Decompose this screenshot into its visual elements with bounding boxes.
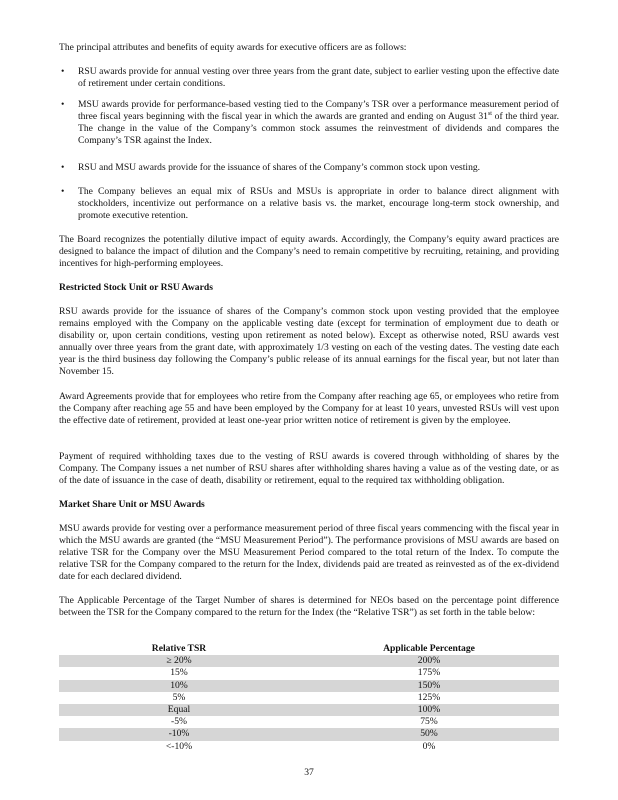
rsu-paragraph: Award Agreements provide that for employees who retire from the Company after reaching age 65, or employees who retire from the Company after reaching age 55 and have been employed by the Company for at least 10 years, unvested RSUs will vest upon the effective date of retirement, provided at least one-year prior written notice of retirement is given by the employee. [59, 391, 559, 427]
intro-paragraph: The principal attributes and benefits of equity awards for executive officers are as follows: [59, 42, 407, 53]
applicable-percentage-cell: 150% [299, 680, 559, 692]
table-row [59, 655, 559, 667]
bullet-item [59, 99, 559, 147]
bullet-icon: • [61, 162, 65, 173]
page-number: 37 [304, 767, 314, 778]
board-paragraph: The Board recognizes the potentially dilutive impact of equity awards. Accordingly, the Company’s equity award practices are designed to balance the impact of dilution and the Company’s need to remain competitive by recruiting, retaining, and providing incentives for high-performing employees. [59, 234, 559, 270]
bullet-item [59, 186, 559, 222]
bullet-icon: • [61, 186, 65, 197]
bullet-item [59, 162, 559, 174]
table-row [59, 667, 559, 679]
msu-paragraph: The Applicable Percentage of the Target Number of shares is determined for NEOs based on the percentage point difference between the TSR for the Company compared to the return for the Index (the “Relative TSR”) as set forth in the table below: [59, 595, 559, 619]
bullet-text: The Company believes an equal mix of RSUs and MSUs is appropriate in order to balance direct alignment with stockholders, incentivize out performance on a relative basis vs. the market, encourage long-term stock ownership, and promote executive retention. [78, 186, 559, 222]
bullet-icon: • [61, 99, 65, 110]
relative-tsr-cell: ≥ 20% [59, 655, 299, 667]
rsu-paragraph: Payment of required withholding taxes due to the vesting of RSU awards is covered through withholding of shares by the Company. The Company issues a net number of RSU shares after withholding shares having a value as of the vesting date, or as of the date of issuance in the case of death, disability or retirement, equal to the required tax withholding obligation. [59, 451, 559, 487]
relative-tsr-cell: 5% [172, 691, 186, 703]
rsu-paragraph: RSU awards provide for the issuance of shares of the Company’s common stock upon vesting provided that the employee remains employed with the Company on the applicable vesting date (except for termination of employment due to death or disability or, upon certain conditions, vesting upon retirement as noted below). Except as otherwise noted, RSU awards vest annually over three years from the grant date, with approximately 1/3 vesting on each of the vesting dates. The vesting date each year is the third business day following the Company’s public release of its annual earnings for the fiscal year, but not later than November 15. [59, 306, 559, 378]
msu-heading: Market Share Unit or MSU Awards [59, 499, 205, 510]
table-row [59, 680, 559, 692]
table-row [59, 716, 559, 728]
applicable-percentage-cell: 100% [299, 704, 559, 716]
table-row [59, 741, 559, 753]
applicable-percentage-cell: 0% [422, 740, 436, 752]
bullet-text: RSU awards provide for annual vesting over three years from the grant date, subject to earlier vesting upon the effective date of retirement under certain conditions. [78, 66, 559, 90]
table-row [59, 692, 559, 704]
bullet-icon: • [61, 66, 65, 77]
applicable-percentage-cell: 175% [417, 667, 441, 679]
msu-paragraph: MSU awards provide for vesting over a performance measurement period of three fiscal years commencing with the fiscal year in which the MSU awards are granted (the “MSU Measurement Period”). The performance provisions of MSU awards are based on relative TSR for the Company over the MSU Measurement Period compared to the total return of the Index. To compute the relative TSR for the Company compared to the return for the Index, dividends paid are treated as reinvested as of the ex-dividend date for each declared dividend. [59, 523, 559, 583]
relative-tsr-cell: <-10% [165, 740, 193, 752]
bullet-item [59, 66, 559, 90]
table-row [59, 704, 559, 716]
relative-tsr-cell: -10% [59, 728, 299, 740]
relative-tsr-cell: 15% [170, 667, 188, 679]
relative-tsr-cell: 10% [59, 680, 299, 692]
applicable-percentage-cell: 125% [417, 691, 441, 703]
rsu-heading: Restricted Stock Unit or RSU Awards [59, 282, 213, 293]
column-header: Relative TSR [151, 643, 207, 655]
bullet-text: MSU awards provide for performance-based vesting tied to the Company’s TSR over a performance measurement period of three fiscal years beginning with the fiscal year in which the awards are granted and ending on August 31st of the third year. The change in the value of the Company’s common stock assumes the reinvestment of dividends and compares the Company’s TSR against the Index. [78, 99, 559, 147]
applicable-percentage-cell: 200% [299, 655, 559, 667]
relative-tsr-cell: Equal [59, 704, 299, 716]
relative-tsr-cell: -5% [171, 716, 187, 728]
column-header: Applicable Percentage [383, 643, 475, 655]
applicable-percentage-cell: 75% [420, 716, 438, 728]
applicable-percentage-cell: 50% [299, 728, 559, 740]
relative-tsr-table [59, 643, 559, 753]
bullet-text: RSU and MSU awards provide for the issuance of shares of the Company’s common stock upon vesting. [78, 162, 481, 173]
table-row [59, 728, 559, 740]
table-header-row [59, 643, 559, 655]
